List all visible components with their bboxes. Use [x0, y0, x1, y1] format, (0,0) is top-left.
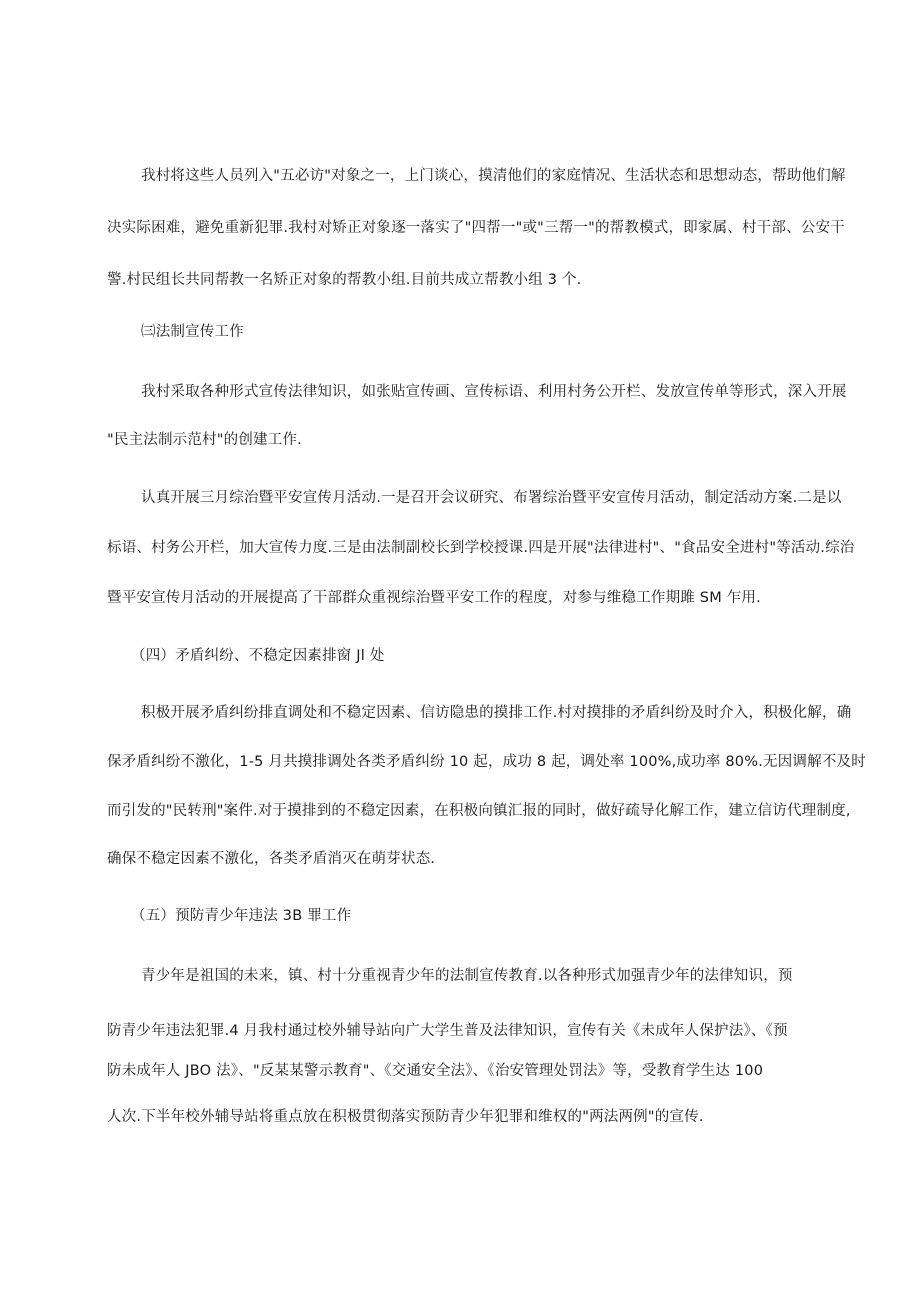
para5-line-2: 防青少年违法犯罪.4 月我村通过校外辅导站向广大学生普及法律知识，宣传有关《未成年人保护法》、《预: [107, 1023, 788, 1039]
para1-line-1: 我村将这些人员列入"五必访"对象之一，上门谈心，摸清他们的家庭情况、生活状态和思想动态，帮助他们解: [141, 168, 846, 184]
para2-line-1: 我村采取各种形式宣传法律知识，如张贴宣传画、宣传标语、利用村务公开栏、发放宣传单等形式，深入开展: [141, 384, 847, 400]
para2-line-2: "民主法制示范村"的创建工作.: [107, 432, 302, 448]
para3-line-1: 认真开展三月综治暨平安宣传月活动.一是召开会议研究、布署综治暨平安宣传月活动，制定活动方案.二是以: [141, 490, 842, 506]
para4-line-4: 确保不稳定因素不激化，各类矛盾消灭在萌芽状态.: [107, 851, 436, 867]
section-heading-5: （五）预防青少年违法 3B 罪工作: [131, 908, 352, 924]
para4-line-2: 保矛盾纠纷不激化，1-5 月共摸排调处各类矛盾纠纷 10 起，成功 8 起，调处率 100%,成功率 80%.无因调解不及时: [107, 754, 866, 770]
para5-line-4: 人次.下半年校外辅导站将重点放在积极贯彻落实预防青少年犯罪和维权的"两法两例"的宣传.: [107, 1109, 704, 1125]
para5-line-1: 青少年是祖国的未来，镇、村十分重视青少年的法制宣传教育.以各种形式加强青少年的法律知识，预: [141, 968, 793, 984]
section-heading-4: （四）矛盾纠纷、不稳定因素排窗 Jl 处: [131, 648, 385, 664]
para3-line-3: 暨平安宣传月活动的开展提高了干部群众重视综治暨平安工作的程度，对参与维稳工作期雎 SM 乍用.: [107, 590, 761, 606]
para3-line-2: 标语、村务公开栏，加大宣传力度.三是由法制副校长到学校授课.四是开展"法律进村"、"食品安全进村"等活动.综治: [107, 540, 855, 556]
para4-line-1: 积极开展矛盾纠纷排直调处和不稳定因素、信访隐患的摸排工作.村对摸排的矛盾纠纷及时介入，积极化解，确: [141, 705, 852, 721]
para1-line-3: 警.村民组长共同帮教一名矫正对象的帮教小组.目前共成立帮教小组 3 个.: [107, 272, 582, 288]
para5-line-3: 防未成年人 JBO 法》、"反某某警示教育"、《交通安全法》、《治安管理处罚法》等，受教育学生达 100: [107, 1063, 764, 1079]
para4-line-3: 而引发的"民转刑"案件.对于摸排到的不稳定因素，在积极向镇汇报的同时，做好疏导化解工作，建立信访代理制度,: [107, 803, 851, 819]
para1-line-2: 决实际困难，避免重新犯罪.我村对矫正对象逐一落实了"四帮一"或"三帮一"的帮教模式，即家属、村干部、公安干: [107, 220, 845, 236]
section-heading-3: ㈢法制宣传工作: [141, 324, 244, 340]
